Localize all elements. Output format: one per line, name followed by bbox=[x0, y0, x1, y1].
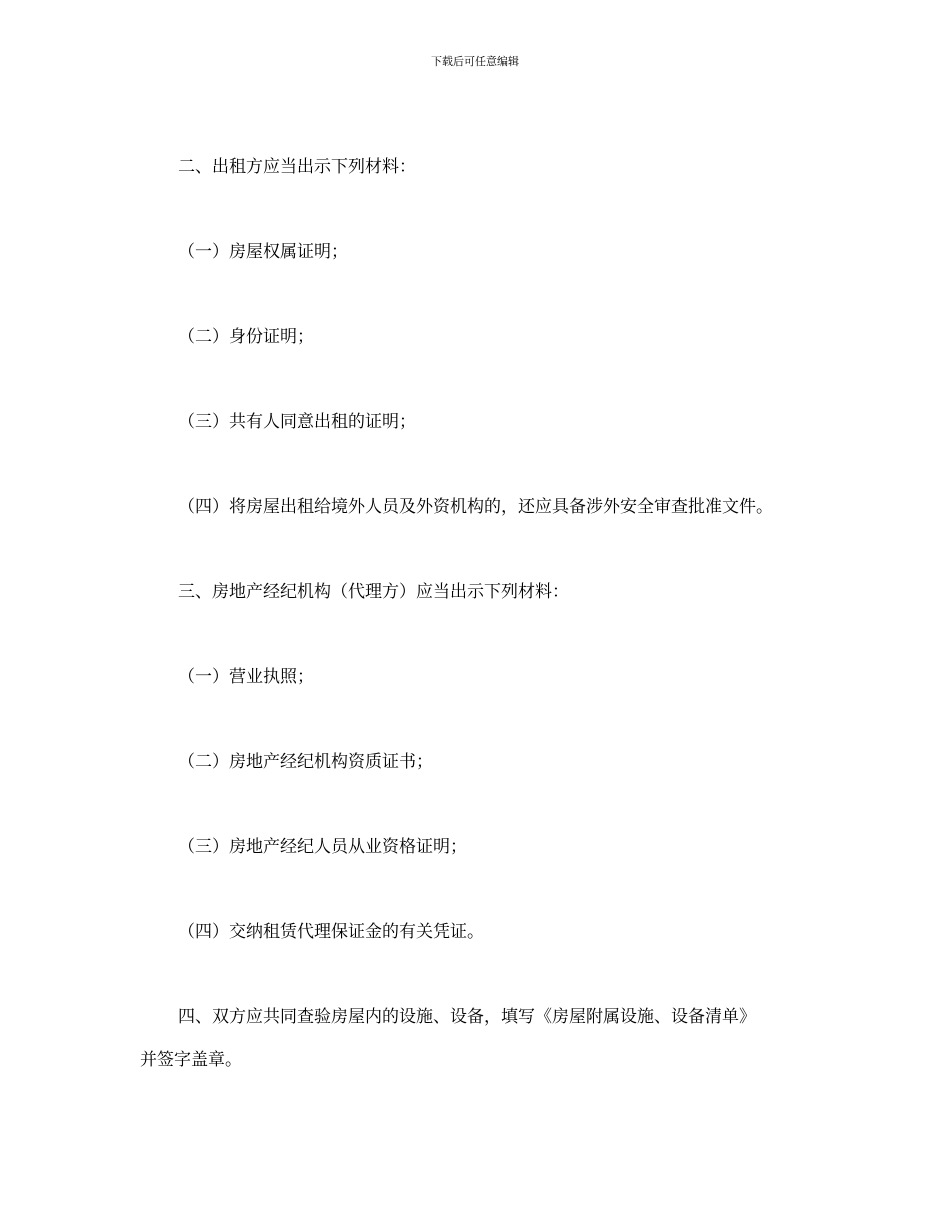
page-header: 下载后可任意编辑 bbox=[431, 55, 519, 68]
list-item: （四）交纳租赁代理保证金的有关凭证。 bbox=[178, 922, 484, 942]
list-item: （一）营业执照； bbox=[178, 667, 314, 687]
list-item: （二）房地产经纪机构资质证书； bbox=[178, 752, 433, 772]
list-item: （三）共有人同意出租的证明； bbox=[178, 412, 416, 432]
section-heading-lessor-materials: 二、出租方应当出示下列材料： bbox=[178, 157, 416, 177]
paragraph-continuation: 并签字盖章。 bbox=[140, 1050, 242, 1070]
section-heading-agency-materials: 三、房地产经纪机构（代理方）应当出示下列材料： bbox=[178, 582, 569, 602]
list-item: （三）房地产经纪人员从业资格证明； bbox=[178, 837, 467, 857]
section-paragraph-joint-inspection: 四、双方应共同查验房屋内的设施、设备，填写《房屋附属设施、设备清单》 bbox=[178, 1007, 756, 1027]
list-item: （四）将房屋出租给境外人员及外资机构的，还应具备涉外安全审查批准文件。 bbox=[178, 497, 773, 517]
list-item: （二）身份证明； bbox=[178, 327, 314, 347]
list-item: （一）房屋权属证明； bbox=[178, 242, 348, 262]
